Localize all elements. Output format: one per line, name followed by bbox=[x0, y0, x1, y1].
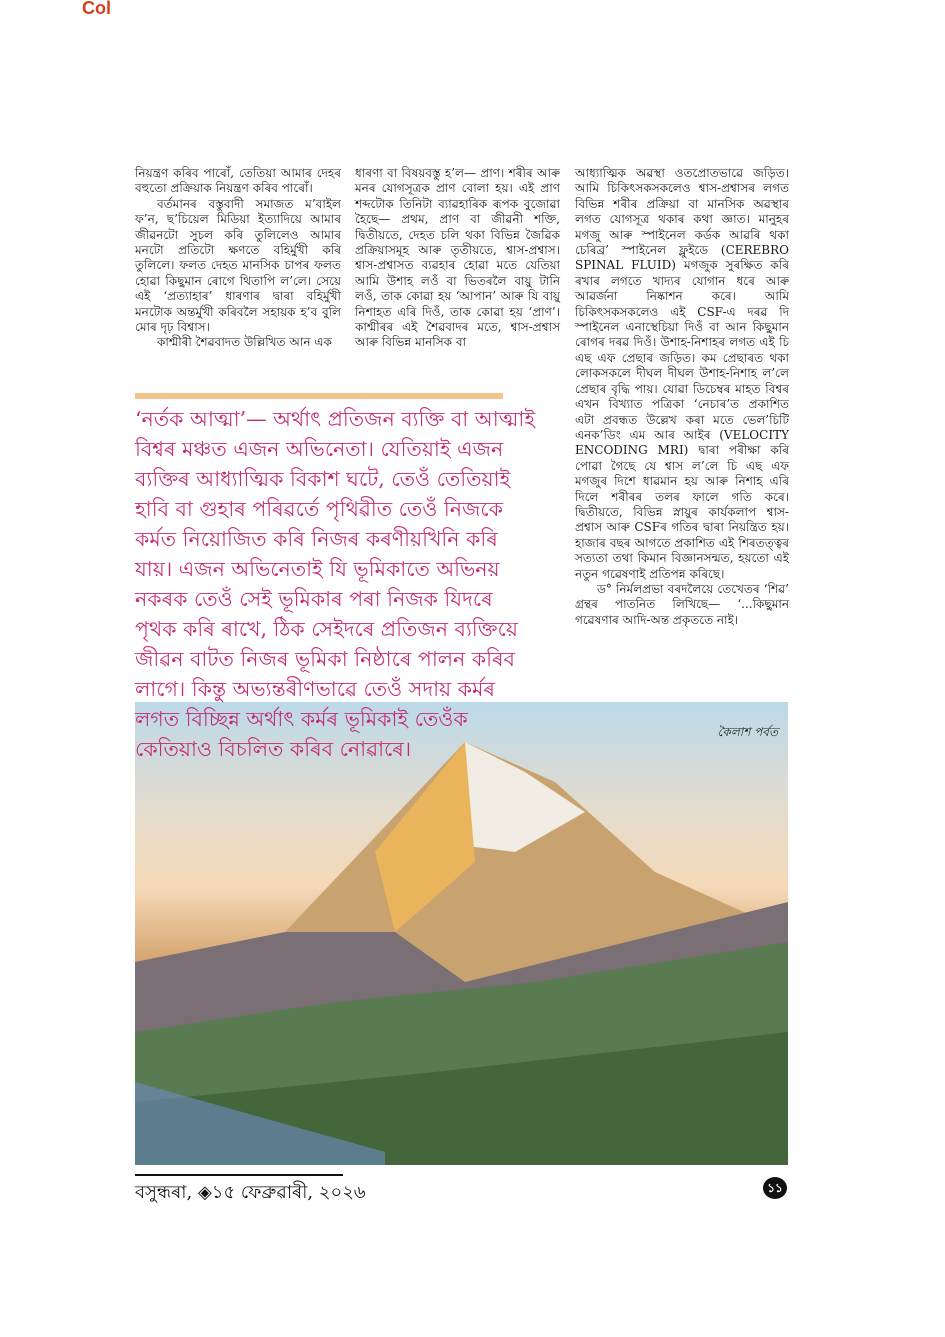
pull-quote bbox=[135, 404, 545, 764]
text-column-2 bbox=[355, 166, 560, 351]
text-column-3 bbox=[575, 166, 789, 701]
quote-line: লাগে। কিন্তু অভ্যন্তৰীণভাৱে তেওঁ সদায় কৰ্মৰ bbox=[135, 677, 495, 701]
quote-line: কৰ্মত নিয়োজিত কৰি নিজৰ কৰণীয়খিনি কৰি bbox=[135, 527, 498, 551]
quote-line: কেতিয়াও বিচলিত কৰিব নোৱাৰে। bbox=[135, 737, 412, 761]
text-column-1 bbox=[135, 166, 341, 351]
quote-line: হাবি বা গুহাৰ পৰিৱৰ্তে পৃথিৱীত তেওঁ নিজকে bbox=[135, 497, 503, 521]
quote-line: নকৰক তেওঁ সেই ভূমিকাৰ পৰা নিজক যিদৰে bbox=[135, 587, 493, 611]
corner-label: Col bbox=[82, 0, 111, 18]
quote-line: ‘নৰ্তক আত্মা’— অৰ্থাৎ প্ৰতিজন ব্যক্তি বা আত্মাই bbox=[135, 407, 536, 431]
quote-line: লগত বিচ্ছিন্ন অৰ্থাৎ কৰ্মৰ ভূমিকাই তেওঁক bbox=[135, 707, 468, 731]
paragraph: নিয়ন্ত্ৰণ কৰিব পাৰোঁ, তেতিয়া আমাৰ দেহৰ বহুতো প্ৰক্ৰিয়াক নিয়ন্ত্ৰণ কৰিব পাৰোঁ। bbox=[135, 166, 341, 196]
photo-caption: কৈলাশ পৰ্বত bbox=[717, 725, 778, 739]
mountain-illustration bbox=[135, 702, 788, 1165]
quote-line: জীৱন বাটত নিজৰ ভূমিকা নিষ্ঠাৰে পালন কৰিব bbox=[135, 647, 515, 671]
paragraph: আধ্যাত্মিক অৱস্থা ওতপ্ৰোতভাৱে জড়িত। আমি চিকিৎসকসকলেও শ্বাস-প্ৰশ্বাসৰ লগত বিভিন্ন শৰীৰ প্ৰক্ৰিয়া বা মানসিক অৱস্থাৰ লগত যোগসূত্ৰ থকাৰ কথা জ্ঞাত। মানুহৰ মগজু আৰু স্পাইনেল কৰ্ডক আৱৰি থকা চেৰিব্ৰ’ স্পাইনেল ফ্লুইডে (CEREBRO SPINAL FLUID) মগজুক সুৰক্ষিত কৰি ৰখাৰ লগতে খাদ্যৰ যোগান ধৰে আৰু আৱৰ্জনা নিষ্কাশন কৰে। আমি চিকিৎসকসকলেও এই CSF-এ দৰৱ দি স্পাইনেল এনাস্থেচিয়া দিওঁ বা আন কিছুমান ৰোগৰ দৰৱ দিওঁ। উশাহ-নিশাহৰ লগত এই চি এছ এফ প্ৰেছাৰ জড়িত। কম প্ৰেছাৰত থকা লোকসকলে দীঘল দীঘল উশাহ-নিশাহ ল’লে প্ৰেছাৰ বৃদ্ধি পায়। যোৱা ডিচেম্বৰ মাহত বিশ্বৰ এখন বিখ্যাত পত্ৰিকা ‘নেচাৰ’ত প্ৰকাশিত এটা প্ৰবন্ধত উল্লেখ কৰা মতে ভেল’চিটি এনক’ডিং এম আৰ আইৰ (VELOCITY ENCODING MRI) দ্বাৰা পৰীক্ষা কৰি পোৱা গৈছে যে শ্বাস ল’লে চি এছ এফ মগজুৰ দিশে ধাৱমান হয় আৰু নিশাহ এৰি দিলে শৰীৰৰ তলৰ ফালে গতি কৰে। দ্বিতীয়তে, বিভিন্ন স্নায়ুৰ কাৰ্যকলাপ শ্বাস-প্ৰশ্বাস আৰু CSFৰ গতিৰ দ্বাৰা নিয়ন্ত্ৰিত হয়। হাজাৰ বছৰ আগতে প্ৰকাশিত এই শিৰতত্ত্বৰ সত্যতা তথা কিমান বিজ্ঞানসন্মত, হয়তো এই নতুন গৱেষণাই প্ৰতিপন্ন কৰিছে। bbox=[575, 166, 789, 581]
paragraph: কাশ্মীৰী শৈৱবাদত উল্লিখিত আন এক bbox=[157, 335, 332, 350]
paragraph: ধাৰণা বা বিষয়বস্তু হ’ল— প্ৰাণ। শৰীৰ আৰু মনৰ যোগসূত্ৰক প্ৰাণ বোলা হয়। এই প্ৰাণ শব্দটোক তিনিটা ব্যাৱহাৰিক ৰূপক বুজোৱা হৈছে— প্ৰথম, প্ৰাণ বা জীৱনী শক্তি, দ্বিতীয়তে, দেহত চলি থকা বিভিন্ন জৈৱিক প্ৰক্ৰিয়াসমূহ আৰু তৃতীয়তে, শ্বাস-প্ৰশ্বাস। শ্বাস-প্ৰশ্বাসত ব্যৱহাৰ হোৱা মতে যেতিয়া আমি উশাহ লওঁ বা ভিতৰলৈ বায়ু টানি লওঁ, তাক কোৱা হয় ‘আপান’ আৰু যি বায়ু নিশাহত এৰি দিওঁ, তাক কোৱা হয় ‘প্ৰাণ’। কাশ্মীৰৰ এই শৈৱবাদৰ মতে, শ্বাস-প্ৰশ্বাস আৰু বিভিন্ন মানসিক বা bbox=[355, 166, 560, 350]
paragraph: বৰ্তমানৰ বস্তুবাদী সমাজত ম’বাইল ফ’ন, ছ’চিয়েল মিডিয়া ইত্যাদিয়ে আমাৰ জীৱনটো সুচল কৰি তুলিলেও আমাৰ মনটো প্ৰতিটো ক্ষণতে বহিৰ্মুখী কৰি তুলিলে। ফলত দেহত মানসিক চাপৰ ফলত হোৱা কিছুমান ৰোগে থিতাপি ল’লে। সেয়ে এই ‘প্ৰত্যাহাৰ’ ধাৰণাৰ দ্বাৰা বহিৰ্মুখী মনটোক অন্তৰ্মুখী কৰিবলৈ সহায়ক হ’ব বুলি মোৰ দৃঢ় বিশ্বাস। bbox=[135, 196, 341, 335]
paragraph: ড° নিৰ্মলপ্ৰভা বৰদলৈয়ে তেখেতৰ ‘শিৱ’ গ্ৰন্থৰ পাতনিত লিখিছে— ‘...কিছুমান গৱেষণাৰ আদি-অন্ত প্ৰকৃততে নাই। bbox=[575, 581, 789, 627]
quote-line: পৃথক কৰি ৰাখে, ঠিক সেইদৰে প্ৰতিজন ব্যক্তিয়ে bbox=[135, 617, 518, 641]
quote-line: ব্যক্তিৰ আধ্যাত্মিক বিকাশ ঘটে, তেওঁ তেতিয়াই bbox=[135, 467, 511, 491]
quote-accent-bar bbox=[135, 393, 503, 399]
footer-publication: বসুন্ধৰা, ◈১৫ ফেব্ৰুৱাৰী, ২০২৬ bbox=[135, 1182, 366, 1203]
page-number: ১১ bbox=[763, 1177, 787, 1199]
quote-line: বিশ্বৰ মঞ্চত এজন অভিনেতা। যেতিয়াই এজন bbox=[135, 437, 504, 461]
mount-kailash-photo bbox=[135, 702, 788, 1165]
quote-line: যায়। এজন অভিনেতাই যি ভূমিকাতে অভিনয় bbox=[135, 557, 500, 581]
footer-rule bbox=[135, 1174, 343, 1176]
